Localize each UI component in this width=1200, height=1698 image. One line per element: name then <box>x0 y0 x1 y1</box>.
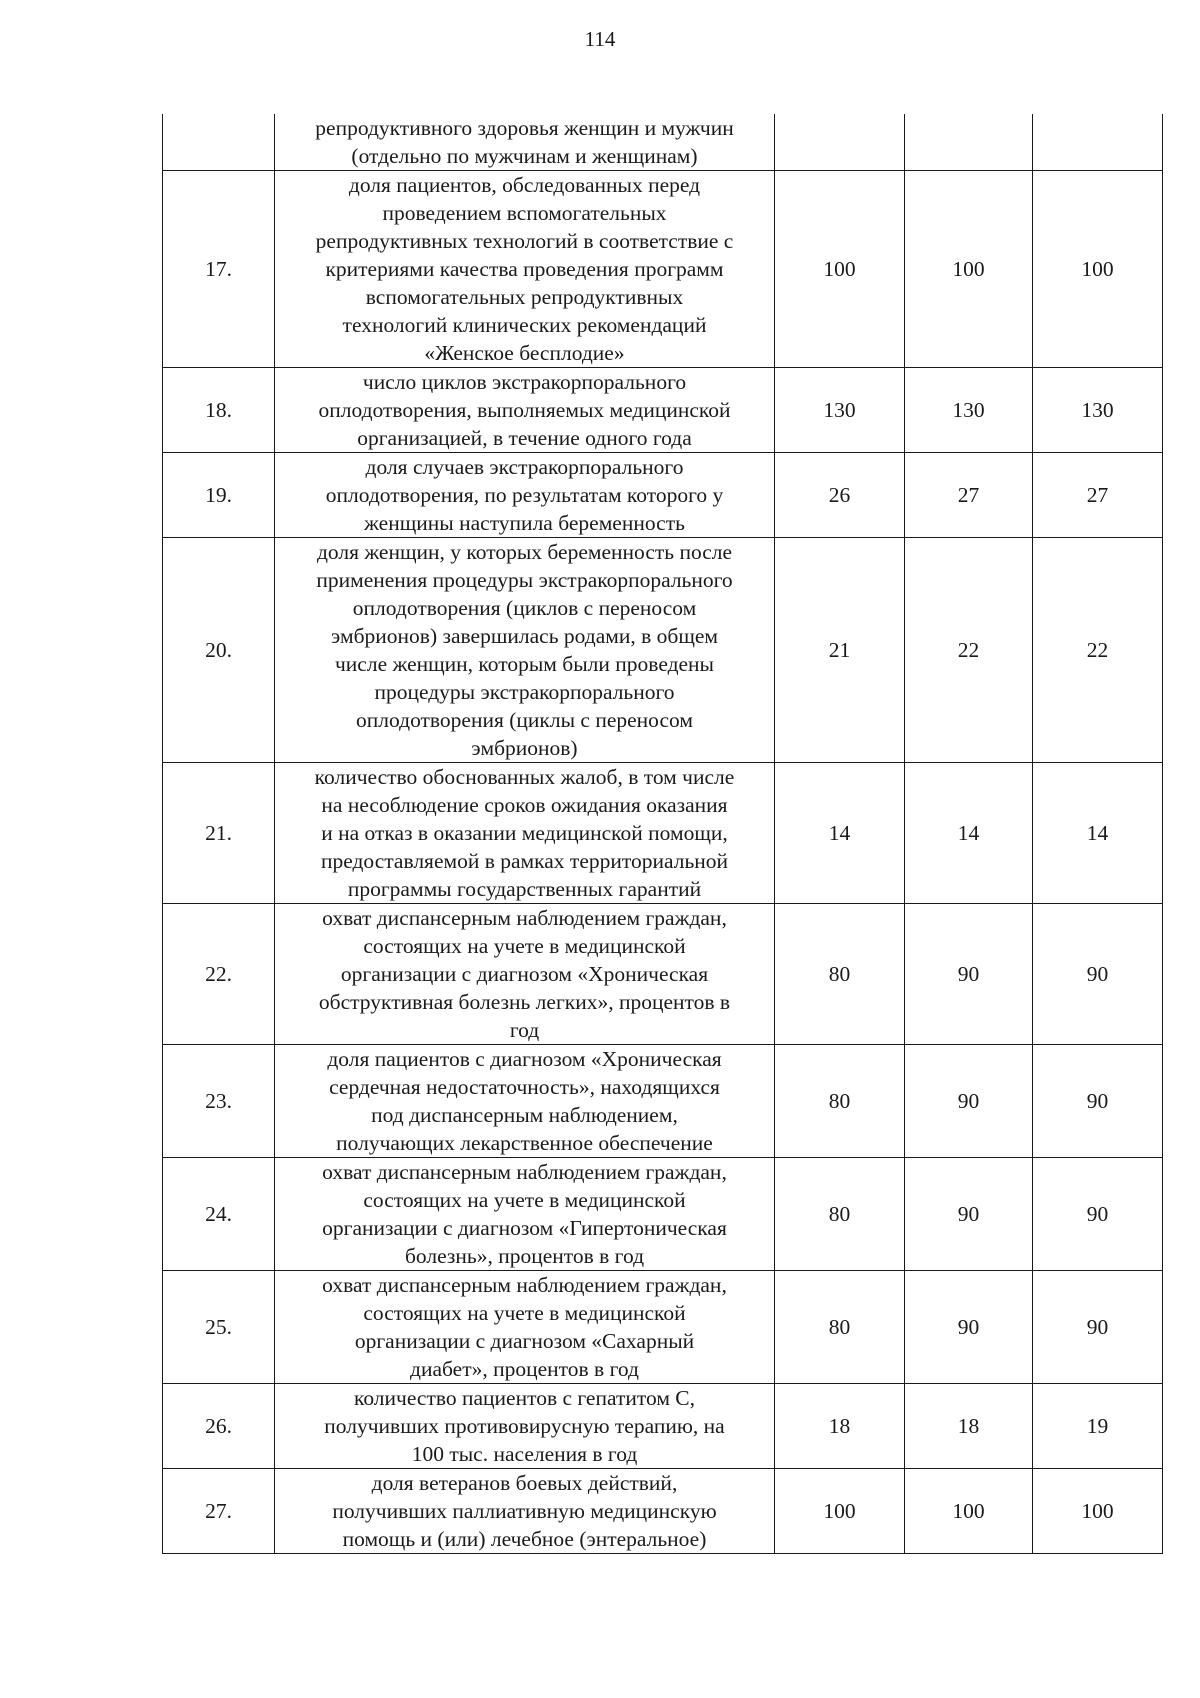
value-year-1: 80 <box>775 1158 905 1271</box>
description-line: диабет», процентов в год <box>410 1357 639 1381</box>
table-row <box>163 368 1163 453</box>
description-line: оплодотворения, по результатам которого у <box>325 483 724 507</box>
description-line: и на отказ в оказании медицинской помощи, <box>321 821 728 845</box>
value-year-1: 80 <box>775 1271 905 1384</box>
value-year-3: 22 <box>1033 538 1163 763</box>
description-line: доля ветеранов боевых действий, <box>371 1471 678 1495</box>
table-row <box>163 171 1163 368</box>
row-number: 18. <box>163 368 275 453</box>
indicator-description <box>275 171 775 368</box>
description-line: доля случаев экстракорпорального <box>365 455 684 479</box>
description-line: год <box>509 1018 540 1042</box>
value-year-3 <box>1033 114 1163 171</box>
description-line: числе женщин, которым были проведены <box>334 652 715 676</box>
table-row <box>163 1271 1163 1384</box>
value-year-2: 22 <box>905 538 1033 763</box>
description-line: организацией, в течение одного года <box>357 426 692 450</box>
value-year-2: 100 <box>905 1469 1033 1554</box>
row-number: 27. <box>163 1469 275 1554</box>
table-row <box>163 453 1163 538</box>
description-line: женщины наступила беременность <box>364 511 685 535</box>
description-line: оплодотворения (циклов с переносом <box>352 596 697 620</box>
description-line: эмбрионов) завершилась родами, в общем <box>330 624 719 648</box>
indicators-table <box>162 114 1163 1554</box>
table-row <box>163 763 1163 904</box>
row-number: 26. <box>163 1384 275 1469</box>
description-line: проведением вспомогательных <box>382 201 667 225</box>
table-row <box>163 114 1163 171</box>
value-year-3: 90 <box>1033 904 1163 1045</box>
value-year-1: 80 <box>775 904 905 1045</box>
indicator-description <box>275 1384 775 1469</box>
description-line: организации с диагнозом «Хроническая <box>340 962 709 986</box>
table-row <box>163 538 1163 763</box>
description-line: критериями качества проведения программ <box>325 257 724 281</box>
indicator-description <box>275 114 775 171</box>
row-number <box>163 114 275 171</box>
description-line: помощь и (или) лечебное (энтеральное) <box>342 1527 707 1551</box>
indicator-description <box>275 1045 775 1158</box>
description-line: доля пациентов с диагнозом «Хроническая <box>327 1047 722 1071</box>
row-number: 20. <box>163 538 275 763</box>
table-body <box>163 114 1163 1554</box>
description-line: охват диспансерным наблюдением граждан, <box>322 906 727 930</box>
row-number: 24. <box>163 1158 275 1271</box>
description-line: болезнь», процентов в год <box>404 1244 645 1268</box>
value-year-3: 19 <box>1033 1384 1163 1469</box>
value-year-1: 18 <box>775 1384 905 1469</box>
description-line: охват диспансерным наблюдением граждан, <box>322 1273 727 1297</box>
indicator-description <box>275 1158 775 1271</box>
value-year-2: 90 <box>905 1158 1033 1271</box>
value-year-1: 100 <box>775 1469 905 1554</box>
description-line: состоящих на учете в медицинской <box>363 1301 686 1325</box>
row-number: 19. <box>163 453 275 538</box>
row-number: 25. <box>163 1271 275 1384</box>
description-line: состоящих на учете в медицинской <box>363 1188 686 1212</box>
value-year-2 <box>905 114 1033 171</box>
description-line: предоставляемой в рамках территориальной <box>320 849 729 873</box>
description-line: применения процедуры экстракорпорального <box>316 568 733 592</box>
description-line: вспомогательных репродуктивных <box>365 285 684 309</box>
description-line: на несоблюдение сроков ожидания оказания <box>321 793 728 817</box>
value-year-3: 90 <box>1033 1158 1163 1271</box>
description-line: получивших паллиативную медицинскую <box>332 1499 717 1523</box>
indicator-description <box>275 1271 775 1384</box>
indicator-description <box>275 763 775 904</box>
description-line: состоящих на учете в медицинской <box>363 934 686 958</box>
description-line: сердечная недостаточность», находящихся <box>329 1075 720 1099</box>
value-year-1: 80 <box>775 1045 905 1158</box>
value-year-3: 90 <box>1033 1271 1163 1384</box>
row-number: 17. <box>163 171 275 368</box>
description-line: 100 тыс. населения в год <box>411 1442 638 1466</box>
value-year-1: 14 <box>775 763 905 904</box>
value-year-1: 26 <box>775 453 905 538</box>
description-line: обструктивная болезнь легких», процентов в <box>318 990 731 1014</box>
description-line: технологий клинических рекомендаций <box>342 313 707 337</box>
value-year-2: 14 <box>905 763 1033 904</box>
table-row <box>163 1384 1163 1469</box>
value-year-2: 90 <box>905 1045 1033 1158</box>
description-line: организации с диагнозом «Сахарный <box>354 1329 695 1353</box>
value-year-1: 21 <box>775 538 905 763</box>
value-year-2: 90 <box>905 1271 1033 1384</box>
row-number: 22. <box>163 904 275 1045</box>
value-year-3: 100 <box>1033 171 1163 368</box>
description-line: программы государственных гарантий <box>347 877 702 901</box>
description-line: эмбрионов) <box>471 736 578 760</box>
description-line: охват диспансерным наблюдением граждан, <box>322 1160 727 1184</box>
value-year-3: 27 <box>1033 453 1163 538</box>
row-number: 21. <box>163 763 275 904</box>
value-year-1: 100 <box>775 171 905 368</box>
row-number: 23. <box>163 1045 275 1158</box>
indicator-description <box>275 368 775 453</box>
value-year-3: 14 <box>1033 763 1163 904</box>
description-line: количество пациентов с гепатитом С, <box>353 1386 696 1410</box>
description-line: доля женщин, у которых беременность после <box>316 540 733 564</box>
table-row <box>163 904 1163 1045</box>
description-line: количество обоснованных жалоб, в том числе <box>314 765 735 789</box>
description-line: доля пациентов, обследованных перед <box>348 173 701 197</box>
indicator-description <box>275 538 775 763</box>
value-year-2: 90 <box>905 904 1033 1045</box>
description-line: получивших противовирусную терапию, на <box>324 1414 725 1438</box>
indicator-description <box>275 1469 775 1554</box>
description-line: репродуктивных технологий в соответствие с <box>315 229 734 253</box>
description-line: оплодотворения, выполняемых медицинской <box>318 398 731 422</box>
value-year-3: 90 <box>1033 1045 1163 1158</box>
description-line: под диспансерным наблюдением, <box>371 1103 678 1127</box>
value-year-1: 130 <box>775 368 905 453</box>
table-row <box>163 1469 1163 1554</box>
description-line: получающих лекарственное обеспечение <box>336 1131 713 1155</box>
value-year-3: 130 <box>1033 368 1163 453</box>
value-year-2: 27 <box>905 453 1033 538</box>
description-line: организации с диагнозом «Гипертоническая <box>322 1216 727 1240</box>
table-row <box>163 1158 1163 1271</box>
description-line: (отдельно по мужчинам и женщинам) <box>351 144 698 168</box>
value-year-3: 100 <box>1033 1469 1163 1554</box>
page-number: 114 <box>584 27 616 51</box>
description-line: оплодотворения (циклы с переносом <box>356 708 693 732</box>
description-line: «Женское бесплодие» <box>424 341 625 365</box>
description-line: процедуры экстракорпорального <box>374 680 675 704</box>
value-year-2: 18 <box>905 1384 1033 1469</box>
value-year-2: 130 <box>905 368 1033 453</box>
value-year-2: 100 <box>905 171 1033 368</box>
description-line: число циклов экстракорпорального <box>362 370 687 394</box>
value-year-1 <box>775 114 905 171</box>
table-row <box>163 1045 1163 1158</box>
description-line: репродуктивного здоровья женщин и мужчин <box>315 116 734 140</box>
indicator-description <box>275 904 775 1045</box>
indicator-description <box>275 453 775 538</box>
